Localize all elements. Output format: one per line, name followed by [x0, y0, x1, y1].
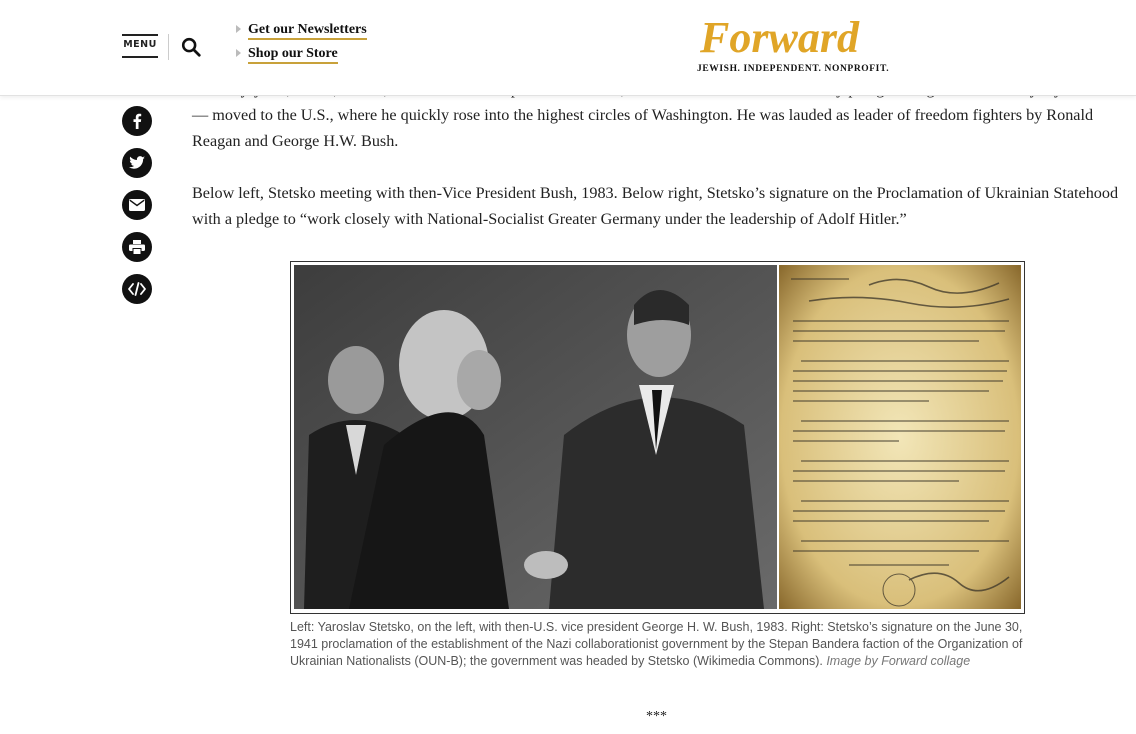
print-icon — [129, 240, 145, 255]
photo-illustration — [294, 265, 777, 609]
article-figure — [290, 261, 1025, 614]
article-paragraph: — moved to the U.S., where he quickly rose into the highest circles of Washington. He was lauded as leader of freedom fighters by Ronald Reagan and George H.W. Bush. — [192, 106, 1094, 150]
article-body — [192, 76, 1122, 258]
caption-credit: Image by Forward collage — [826, 654, 971, 668]
site-header — [0, 0, 1136, 96]
figure-caption — [290, 619, 1030, 670]
document-illustration — [779, 265, 1021, 609]
arrow-icon — [236, 25, 241, 33]
menu-icon-bottom-bar — [122, 56, 158, 58]
shop-link[interactable]: Shop our Store — [236, 46, 367, 62]
article-paragraph: Below left, Stetsko meeting with then-Vice President Bush, 1983. Below right, Stetsko’s signature on the Proclamation of Ukrainian Statehood with a pledge to “work closely with National-Socialist Greater Germany under the leadership of Adolf Hitler.” — [192, 184, 1119, 228]
facebook-icon — [130, 113, 144, 129]
email-icon — [129, 199, 145, 211]
divider — [168, 34, 169, 60]
email-share-button[interactable] — [122, 190, 152, 220]
share-rail — [122, 106, 152, 316]
arrow-icon — [236, 49, 241, 57]
forward-logo[interactable] — [700, 14, 885, 58]
twitter-icon — [129, 156, 145, 170]
embed-icon — [128, 282, 146, 296]
menu-button[interactable] — [122, 34, 158, 58]
menu-label: MENU — [123, 39, 157, 50]
svg-text:Forward: Forward — [700, 14, 859, 58]
menu-icon-top-bar — [122, 34, 158, 36]
twitter-share-button[interactable] — [122, 148, 152, 178]
embed-button[interactable] — [122, 274, 152, 304]
header-links — [236, 22, 367, 70]
facebook-share-button[interactable] — [122, 106, 152, 136]
site-tagline: JEWISH. INDEPENDENT. NONPROFIT. — [697, 64, 890, 74]
newsletters-link[interactable]: Get our Newsletters — [236, 22, 367, 38]
proclamation-document-photo[interactable] — [779, 265, 1021, 609]
search-icon[interactable] — [180, 36, 202, 58]
section-separator: *** — [646, 709, 667, 724]
print-button[interactable] — [122, 232, 152, 262]
caption-text: Left: Yaroslav Stetsko, on the left, with then-U.S. vice president George H. W. Bush, 1983. Right: Stetsko’s signature on the June 30, 1941 proclamation of the establishment of the Nazi collaborationist government by the Stepan Bandera faction of the Organization of Ukrainian Nationalists (OUN-B); the government was headed by Stetsko (Wikimedia Commons). — [290, 620, 1023, 668]
stetsko-bush-photo[interactable] — [294, 265, 777, 609]
